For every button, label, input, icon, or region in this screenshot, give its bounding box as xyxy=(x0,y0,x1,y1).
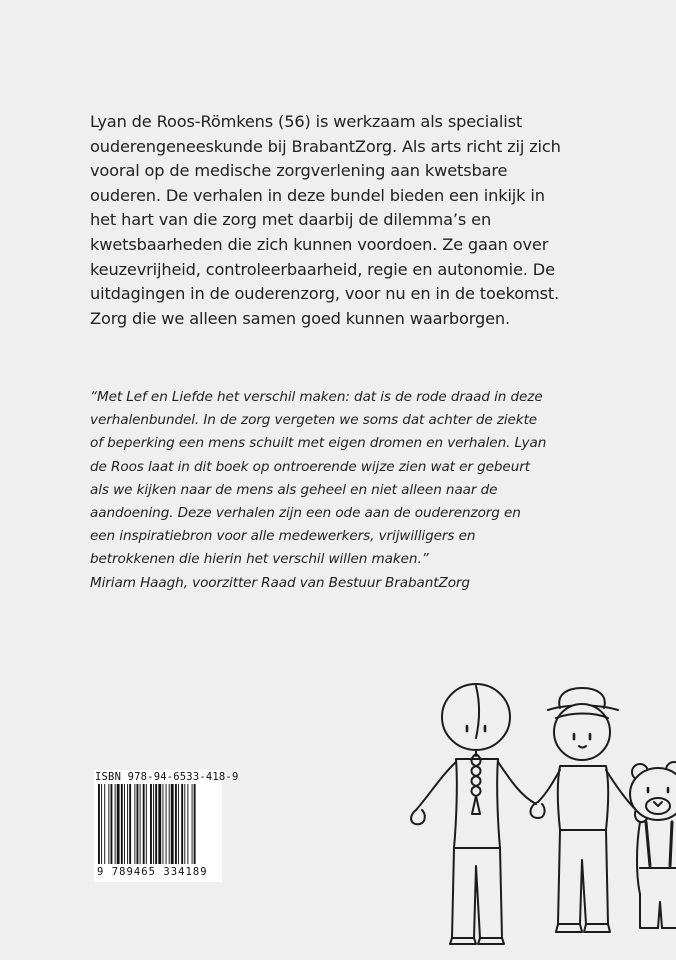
bio-line: Lyan de Roos-Römkens (56) is werkzaam als specialist xyxy=(90,112,523,131)
bio-line: kwetsbaarheden die zich kunnen voordoen. Ze gaan over xyxy=(90,234,549,254)
bio-line: ouderengeneeskunde bij BrabantZorg. Als arts richt zij zich xyxy=(90,136,561,156)
bio-line: het hart van die zorg met daarbij de dilemma’s en xyxy=(90,210,492,230)
quote-line: als we kijken naar de mens als geheel en niet alleen naar de xyxy=(90,481,498,498)
quote-line: “Met Lef en Liefde het verschil maken: dat is de rode draad in deze xyxy=(90,389,543,405)
bio-line: uitdagingen in de ouderenzorg, voor nu en in de toekomst. xyxy=(90,284,560,304)
quote-line: betrokkenen die hierin het verschil willen maken.” xyxy=(90,551,429,568)
isbn-label: ISBN 978-94-6533-418-9 xyxy=(95,771,239,783)
quote-line: de Roos laat in dit boek op ontroerende wijze zien wat er gebeurt xyxy=(90,458,530,475)
boy-figure-icon xyxy=(531,688,649,932)
endorsement-quote xyxy=(90,386,595,595)
quote-line: verhalenbundel. In de zorg vergeten we soms dat achter de ziekte xyxy=(90,412,538,429)
family-figures-icon xyxy=(396,676,676,960)
quote-line: een inspiratiebron voor alle medewerkers, vrijwilligers en xyxy=(90,528,476,545)
bio-line: keuzevrijheid, controleerbaarheid, regie en autonomie. De xyxy=(90,259,555,279)
girl-figure-icon xyxy=(411,684,536,944)
quote-line: of beperking een mens schuilt met eigen dromen en verhalen. Lyan xyxy=(90,435,547,452)
quote-line: aandoening. Deze verhalen zijn een ode aan de ouderenzorg en xyxy=(90,505,521,522)
bio-line: ouderen. De verhalen in deze bundel bieden een inkijk in xyxy=(90,185,545,205)
bio-line: Zorg die we alleen samen goed kunnen waarborgen. xyxy=(90,308,511,328)
barcode-digits: 9 789465 334189 xyxy=(97,866,208,878)
quote-attribution: Miriam Haagh, voorzitter Raad van Bestuur BrabantZorg xyxy=(90,574,470,591)
bear-figure-icon xyxy=(630,762,676,928)
bio-line: vooral op de medische zorgverlening aan kwetsbare xyxy=(90,161,508,181)
author-bio xyxy=(90,110,590,331)
